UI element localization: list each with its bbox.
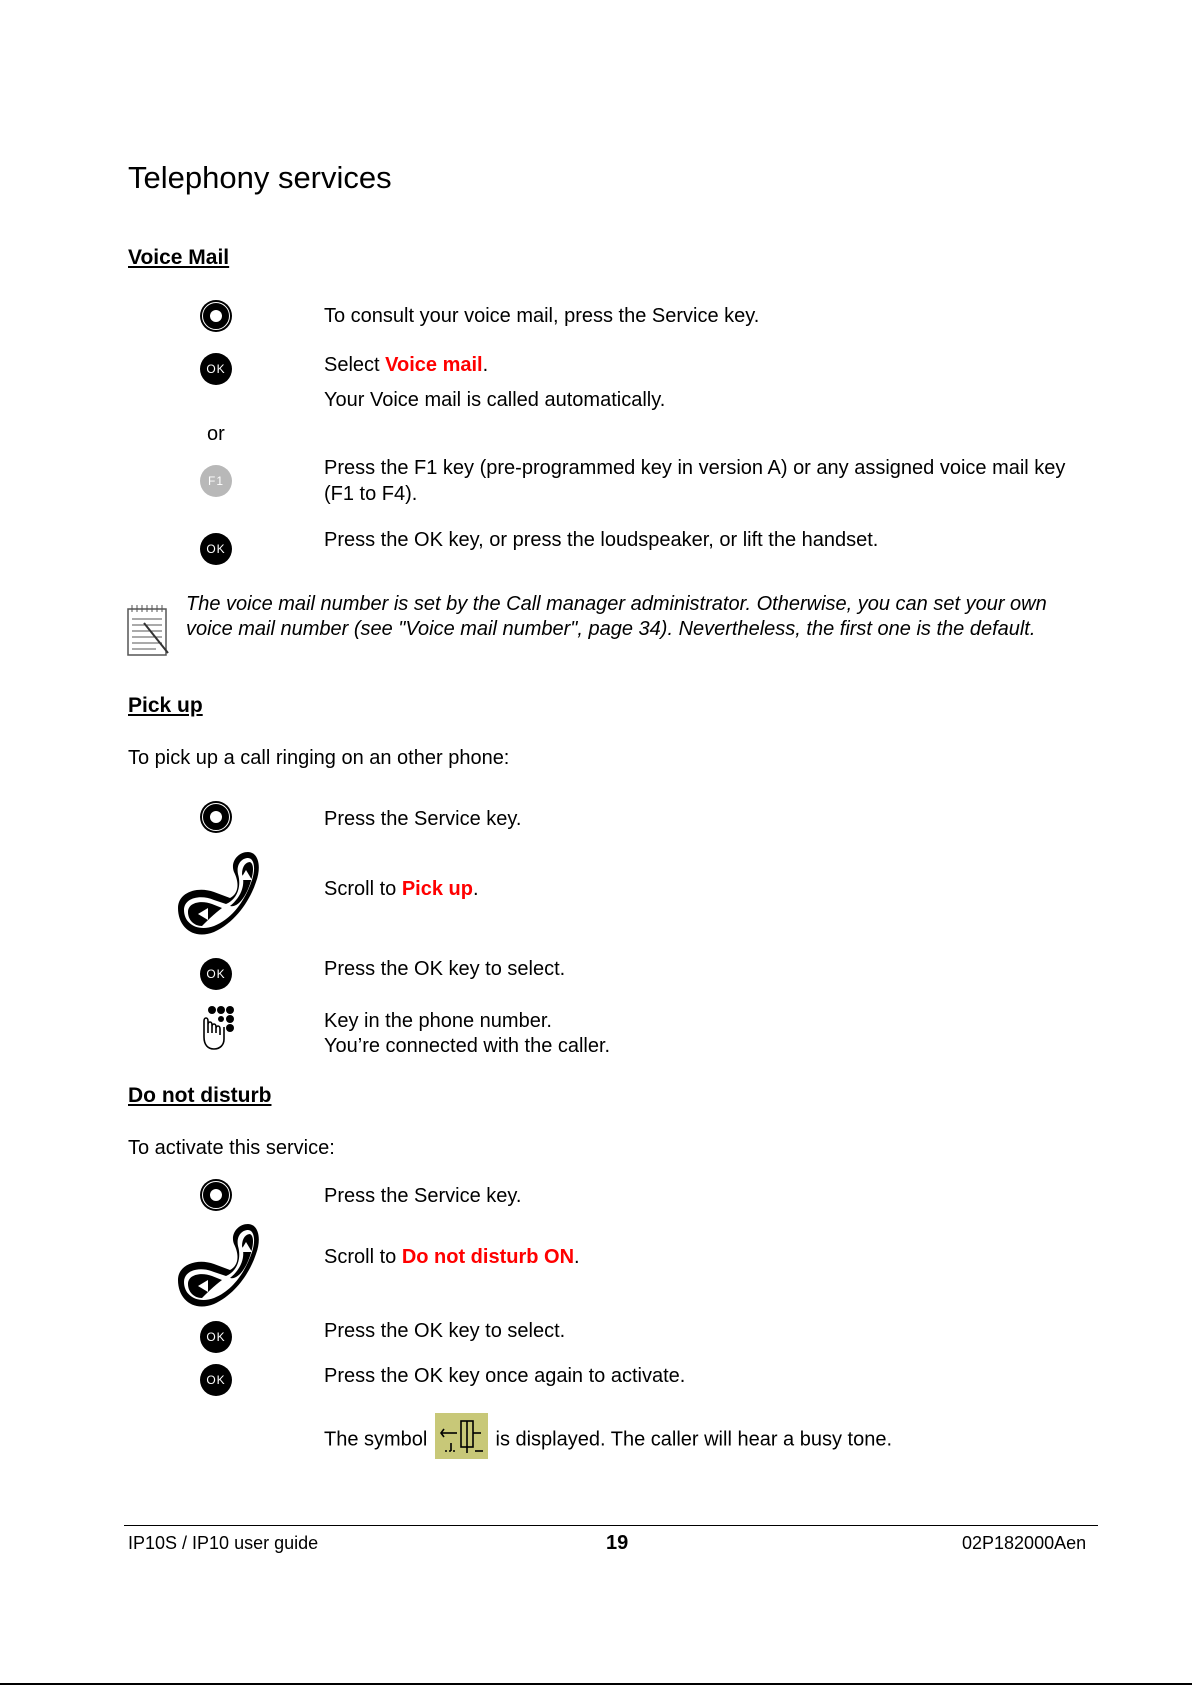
voice-mail-note: The voice mail number is set by the Call manager administrator. Otherwise, you can set your own voice mail number (see "Voice mail number", page 34). Nevertheless, the first one is the default. [186, 593, 1047, 640]
ok-key-icon: OK [200, 1321, 232, 1353]
navigator-key-icon [174, 1220, 262, 1315]
service-key-icon [200, 801, 232, 833]
highlight-pick-up: Pick up [401, 878, 473, 900]
pick-up-intro: To pick up a call ringing on an other phone: [128, 747, 510, 769]
pick-up-step-3: Press the OK key to select. [324, 958, 566, 980]
footer-divider [124, 1525, 1098, 1526]
ok-key-icon: OK [200, 533, 232, 565]
pick-up-step-2: Scroll to Pick up. [324, 878, 479, 900]
footer-guide-title: IP10S / IP10 user guide [128, 1533, 319, 1553]
highlight-do-not-disturb-on: Do not disturb ON [401, 1246, 575, 1268]
f1-key-icon: F1 [200, 465, 232, 497]
or-label: or [207, 423, 225, 445]
service-key-icon [200, 300, 232, 332]
voice-mail-step-1: To consult your voice mail, press the Service key. [324, 305, 760, 327]
dnd-step-5: The symbol is displayed. The caller will hear a busy tone. [324, 1417, 1084, 1463]
note-icon [126, 603, 172, 662]
navigator-key-icon [174, 848, 262, 943]
pick-up-step-4-line-1: Key in the phone number. [324, 1010, 552, 1032]
dnd-intro: To activate this service: [128, 1137, 335, 1159]
service-key-icon [200, 1179, 232, 1211]
section-heading-do-not-disturb: Do not disturb [128, 1084, 272, 1107]
pick-up-step-4-line-2: You’re connected with the caller. [324, 1035, 611, 1057]
section-heading-pick-up: Pick up [128, 694, 203, 717]
highlight-voice-mail: Voice mail [385, 354, 483, 376]
voice-mail-step-3: Press the F1 key (pre-programmed key in version A) or any assigned voice mail key (F1 to F4). [324, 457, 1066, 505]
dnd-step-4: Press the OK key once again to activate. [324, 1365, 686, 1387]
ok-key-icon: OK [200, 958, 232, 990]
footer-page-number: 19 [606, 1532, 629, 1554]
footer-document-code: 02P182000Aen [962, 1533, 1087, 1553]
ok-key-icon: OK [200, 353, 232, 385]
dnd-step-1: Press the Service key. [324, 1185, 522, 1207]
keypad-icon [198, 1005, 236, 1056]
ok-key-icon: OK [200, 1364, 232, 1396]
pick-up-step-1: Press the Service key. [324, 808, 522, 830]
voice-mail-step-2-sub: Your Voice mail is called automatically. [324, 389, 666, 411]
voice-mail-step-4: Press the OK key, or press the loudspeaker, or lift the handset. [324, 529, 879, 551]
voice-mail-step-2: Select Voice mail. [324, 354, 489, 376]
dnd-step-3: Press the OK key to select. [324, 1320, 566, 1342]
dnd-symbol-icon [435, 1413, 488, 1459]
page-title: Telephony services [128, 160, 392, 195]
section-heading-voice-mail: Voice Mail [128, 246, 230, 269]
dnd-step-2: Scroll to Do not disturb ON. [324, 1246, 580, 1268]
